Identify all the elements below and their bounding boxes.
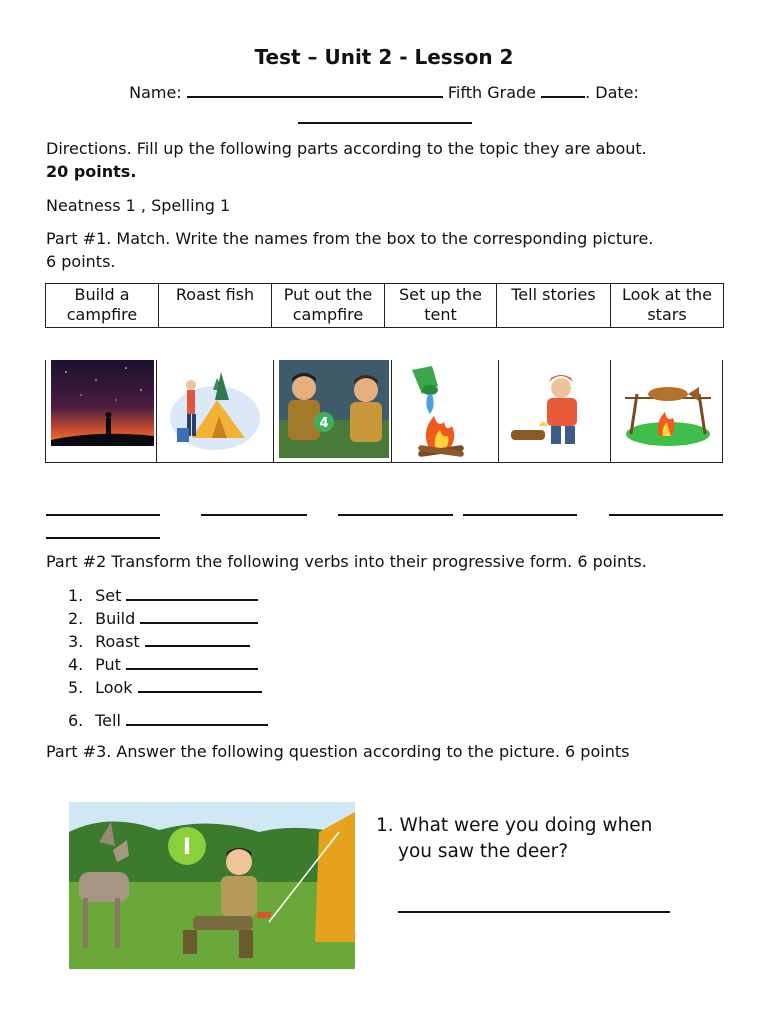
answer-line-2[interactable]	[201, 514, 307, 516]
box-item-put-out-campfire: Put out the campfire	[272, 284, 385, 328]
box-item-look-at-stars: Look at the stars	[611, 284, 724, 328]
picture-camper-deer	[69, 802, 355, 969]
student-info-line: Name: Fifth Grade . Date:	[129, 83, 639, 102]
verb-blank[interactable]	[126, 712, 268, 726]
svg-text:4: 4	[319, 416, 329, 431]
word-box	[45, 283, 724, 328]
box-item-tell-stories: Tell stories	[497, 284, 611, 328]
picture-tell-stories	[273, 360, 391, 463]
verb-blank[interactable]	[126, 587, 258, 601]
list-item: 4. Put	[46, 653, 268, 676]
box-item-set-up-tent: Set up the tent	[385, 284, 497, 328]
picture-night-sky	[46, 360, 156, 463]
date-label: Date:	[595, 83, 639, 102]
verb-list	[46, 584, 268, 732]
name-label: Name:	[129, 83, 182, 102]
list-item: 5. Look	[46, 676, 268, 699]
answer-line-3[interactable]	[338, 514, 453, 516]
page-title: Test – Unit 2 - Lesson 2	[254, 45, 514, 69]
part1-heading: Part #1. Match. Write the names from the box to the corresponding picture.	[46, 229, 654, 248]
verb-blank[interactable]	[140, 610, 258, 624]
list-item: 1. Set	[46, 584, 268, 607]
verb-blank[interactable]	[138, 679, 262, 693]
list-item: 2. Build	[46, 607, 268, 630]
directions-points: 20 points.	[46, 162, 137, 181]
grade-blank[interactable]	[541, 84, 585, 98]
date-blank[interactable]	[298, 110, 472, 124]
picture-row	[45, 360, 723, 463]
part3-heading: Part #3. Answer the following question according to the picture. 6 points	[46, 742, 630, 761]
part2-heading: Part #2 Transform the following verbs into their progressive form. 6 points.	[46, 552, 647, 571]
name-blank[interactable]	[187, 84, 443, 98]
answer-line-5[interactable]	[609, 514, 723, 516]
verb-blank[interactable]	[126, 656, 258, 670]
picture-put-out-campfire	[391, 360, 498, 463]
picture-set-up-tent	[156, 360, 273, 463]
answer-line-1[interactable]	[46, 514, 160, 516]
picture-roast-fish	[610, 360, 724, 463]
box-item-build-campfire: Build a campfire	[46, 284, 159, 328]
neatness-spelling: Neatness 1 , Spelling 1	[46, 196, 231, 215]
list-item: 6. Tell	[46, 709, 268, 732]
svg-text:I: I	[182, 835, 192, 860]
answer-line-6[interactable]	[46, 537, 160, 539]
verb-blank[interactable]	[145, 633, 250, 647]
picture-build-campfire	[498, 360, 610, 463]
part1-points: 6 points.	[46, 252, 116, 271]
directions: Directions. Fill up the following parts according to the topic they are about.	[46, 139, 647, 158]
grade-label: Fifth Grade	[447, 83, 536, 102]
list-item: 3. Roast	[46, 630, 268, 653]
question-1: 1. What were you doing when you saw the deer?	[376, 815, 653, 862]
box-item-roast-fish: Roast fish	[159, 284, 272, 328]
question-1-answer-line[interactable]	[398, 911, 670, 913]
answer-line-4[interactable]	[463, 514, 577, 516]
